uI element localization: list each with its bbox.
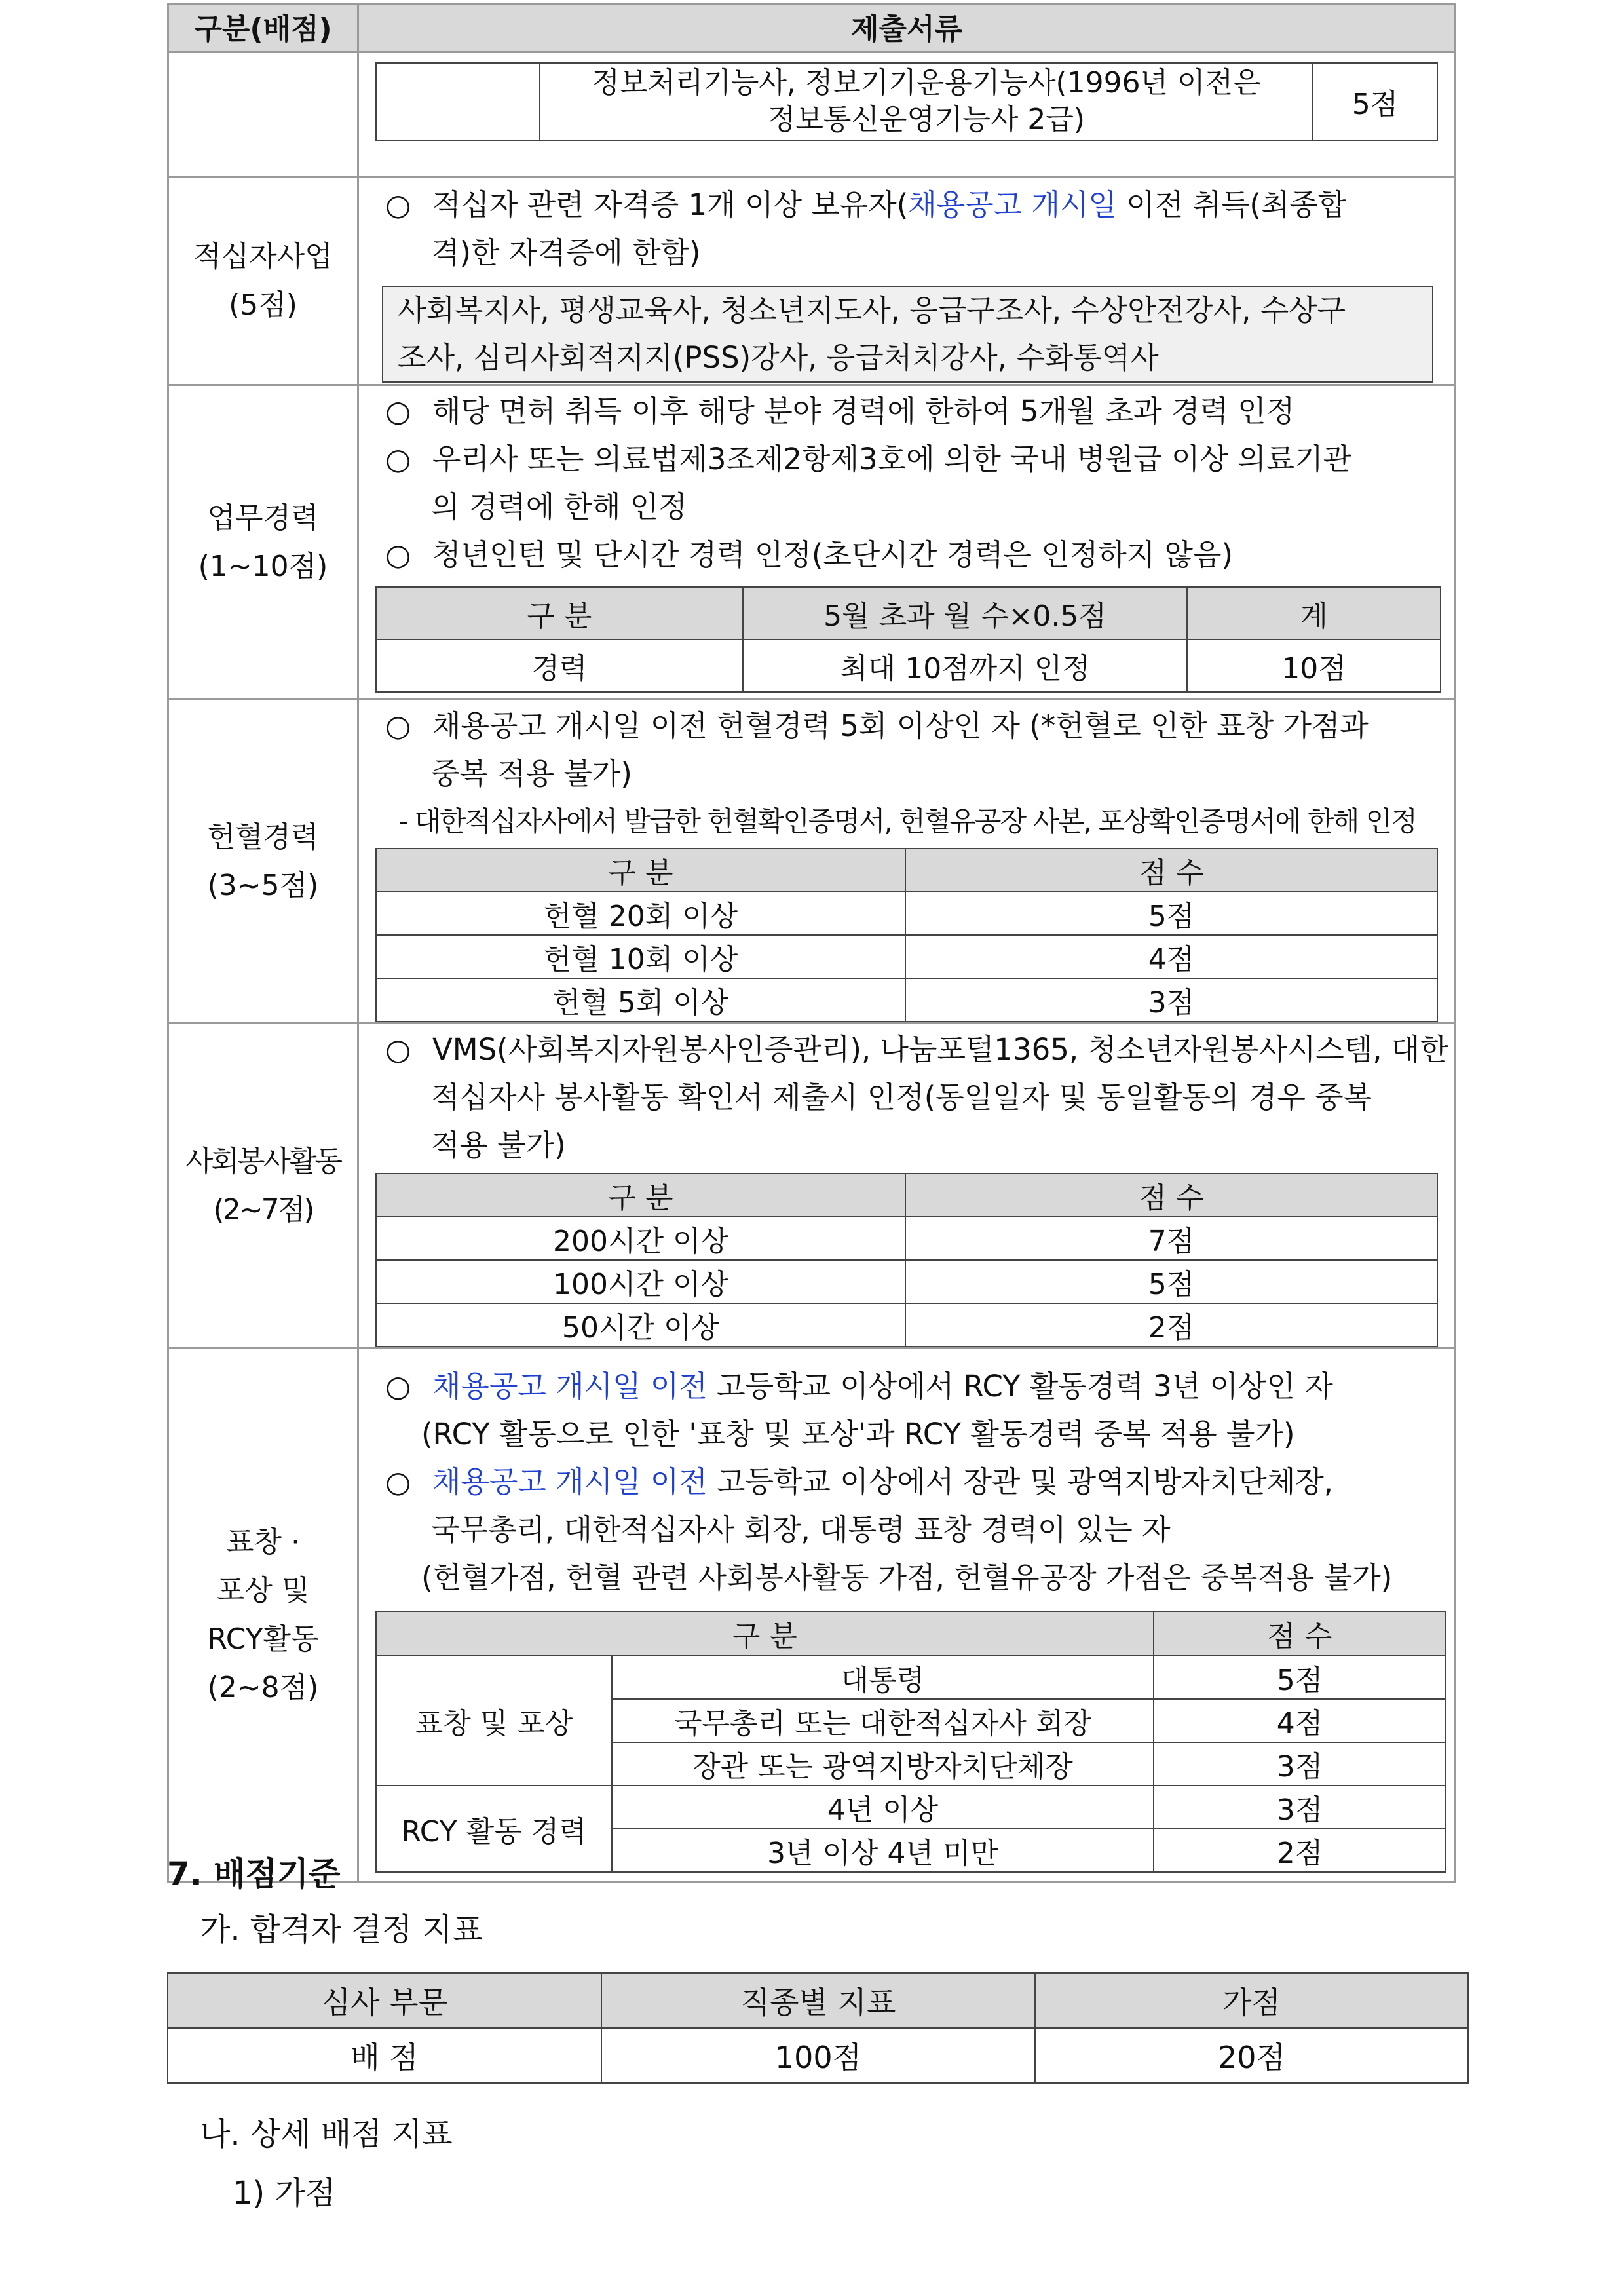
experience-score-table: 구 분 5월 초과 월 수×0.5점 계 경력 최대 10점까지 인정 10점 [375, 586, 1441, 693]
bullet-icon: ○ [385, 537, 411, 572]
table-row: 100시간 이상 5점 [376, 1260, 1437, 1303]
table-row: 헌혈 5회 이상 3점 [376, 978, 1437, 1022]
redcross-certificates-box: 사회복지사, 평생교육사, 청소년지도사, 응급구조사, 수상안전강사, 수상구 조사, 심리사회적지지(PSS)강사, 응급처치강사, 수화통역사 [382, 286, 1433, 383]
certificate-score: 5점 [1313, 63, 1437, 140]
header-category: 구분(배점) [168, 5, 358, 52]
table-row: 50시간 이상 2점 [376, 1303, 1437, 1347]
category-awards: 표창 · [226, 1525, 300, 1559]
table-row: 국무총리 또는 대한적십자사 회장 4점 [376, 1699, 1446, 1742]
table-row: 헌혈 10회 이상 4점 [376, 935, 1437, 978]
bullet-icon: ○ [385, 442, 411, 476]
table-row: 표창 및 포상 대통령 5점 [376, 1656, 1446, 1699]
table-row: 배 점 100점 20점 [168, 2028, 1468, 2083]
table-row: 3년 이상 4년 미만 2점 [376, 1829, 1446, 1872]
category-volunteer-score: (2~7점) [213, 1193, 313, 1227]
table-row: RCY 활동 경력 4년 이상 3점 [376, 1786, 1446, 1829]
table-row-awards: 표창 · 포상 및 RCY활동 (2~8점) ○ 채용공고 개시일 이전 고등학교 이상에서 RCY 활동경력 3년 이상인 자 (RCY 활동으로 인한 '표창 및 포상'과 RCY 활동경력 중복 적용 불가) ○ 채용공고 개시일 이전 고등학교 이상에서 장관 및 광역지방자치단체장, 국무총리, 대한적십자사 회장, 대통령 표창 경력이 있는 자 (헌혈가점, 헌혈 관련 사회봉사활동 가점, 헌혈유공장 가점은 중복적용 불가) 구 분 점 수 표창 및 포상 대통령 5점 국무총리 또는 대한적십자사 회장 4점 장관 또는 광역지방자치단체장 3점 RCY 활동 경력 4년 이상 3점 3년 이상 4년 미만 2점 [168, 1349, 1456, 1883]
subsection-a: 가. 합격자 결정 지표 [200, 1911, 483, 1948]
category-awards-score: (2~8점) [207, 1671, 319, 1704]
bullet-icon: ○ [385, 394, 411, 429]
table-row [168, 52, 1456, 177]
table-row-redcross: 적십자사업 (5점) ○ 적십자 관련 자격증 1개 이상 보유자(채용공고 개시일 이전 취득(최종합 격)한 자격증에 한함) 사회복지사, 평생교육사, 청소년지도사, 응급구조사, 수상안전강사, 수상구 조사, 심리사회적지지(PSS)강사, 응급처치강사, 수화통역사 [168, 177, 1456, 385]
rcy-group: RCY 활동 경력 [376, 1786, 612, 1872]
highlight-text: 채용공고 개시일 이전 [432, 1464, 708, 1499]
category-redcross-score: (5점) [229, 288, 297, 322]
category-experience: 업무경력 [207, 501, 319, 535]
table-row-blood-donation: 헌혈경력 (3~5점) ○ 채용공고 개시일 이전 헌혈경력 5회 이상인 자 (*헌혈로 인한 표창 가점과 중복 적용 불가) - 대한적십자사에서 발급한 헌혈확인증명서, 헌혈유공장 사본, 포상확인증명서에 한해 인정 구 분 점 수 헌혈 20회 이상 5점 헌혈 10회 이상 4점 헌혈 5회 이상 3점 [168, 700, 1456, 1024]
certificate-name-line2: 정보통신운영기능사 2급) [767, 103, 1086, 136]
table-row: 장관 또는 광역지방자치단체장 3점 [376, 1742, 1446, 1786]
submission-documents-table [167, 3, 1456, 1883]
highlight-text: 채용공고 개시일 이전 [432, 1369, 708, 1404]
volunteer-score-table: 구 분 점 수 200시간 이상 7점 100시간 이상 5점 50시간 이상 2점 [375, 1173, 1438, 1347]
category-volunteer: 사회봉사활동 [185, 1144, 341, 1178]
bullet-icon: ○ [385, 708, 411, 743]
bullet-icon: ○ [385, 187, 411, 222]
bullet-icon: ○ [385, 1464, 411, 1499]
header-documents: 제출서류 [358, 5, 1456, 52]
table-row: 200시간 이상 7점 [376, 1217, 1437, 1260]
section-heading: 7. 배점기준 [167, 1855, 341, 1893]
table-row: 헌혈 20회 이상 5점 [376, 892, 1437, 935]
category-blood-donation: 헌혈경력 [207, 820, 319, 854]
category-redcross: 적십자사업 [193, 239, 333, 273]
table-row-experience: 업무경력 (1~10점) ○ 해당 면허 취득 이후 해당 분야 경력에 한하여 5개월 초과 경력 인정 ○ 우리사 또는 의료법제3조제2항제3호에 의한 국내 병원급 이상 의료기관 의 경력에 한해 인정 ○ 청년인턴 및 단시간 경력 인정(초단시간 경력은 인정하지 않음) 구 분 5월 초과 월 수×0.5점 계 경력 최대 10점까지 인정 10점 [168, 385, 1456, 700]
table-header-row [168, 5, 1456, 52]
table-row-volunteer: 사회봉사활동 (2~7점) ○ VMS(사회복지자원봉사인증관리), 나눔포털1365, 청소년자원봉사시스템, 대한 적십자사 봉사활동 확인서 제출시 인정(동일일자 및 동일활동의 경우 중복 적용 불가) 구 분 점 수 200시간 이상 7점 100시간 이상 5점 50시간 이상 2점 [168, 1024, 1456, 1349]
awards-score-table: 구 분 점 수 표창 및 포상 대통령 5점 국무총리 또는 대한적십자사 회장 4점 장관 또는 광역지방자치단체장 3점 RCY 활동 경력 4년 이상 3점 3년 이상 4년 미만 2점 [375, 1611, 1446, 1873]
highlight-text: 채용공고 개시일 [908, 187, 1117, 222]
subsection-b: 나. 상세 배점 지표 [200, 2116, 453, 2152]
certificate-name-line1: 정보처리기능사, 정보기기운용기능사(1996년 이전은 [592, 66, 1261, 100]
bullet-icon: ○ [385, 1032, 411, 1067]
category-experience-score: (1~10점) [198, 549, 328, 583]
certificate-table [375, 62, 1438, 141]
scoring-criteria-table: 심사 부문 직종별 지표 가점 배 점 100점 20점 [167, 1972, 1469, 2084]
blood-donation-score-table: 구 분 점 수 헌혈 20회 이상 5점 헌혈 10회 이상 4점 헌혈 5회 이상 3점 [375, 848, 1438, 1022]
awards-group: 표창 및 포상 [376, 1656, 612, 1786]
bullet-icon: ○ [385, 1369, 411, 1404]
category-blood-donation-score: (3~5점) [207, 868, 319, 902]
subsection-b1: 1) 가점 [233, 2175, 336, 2211]
